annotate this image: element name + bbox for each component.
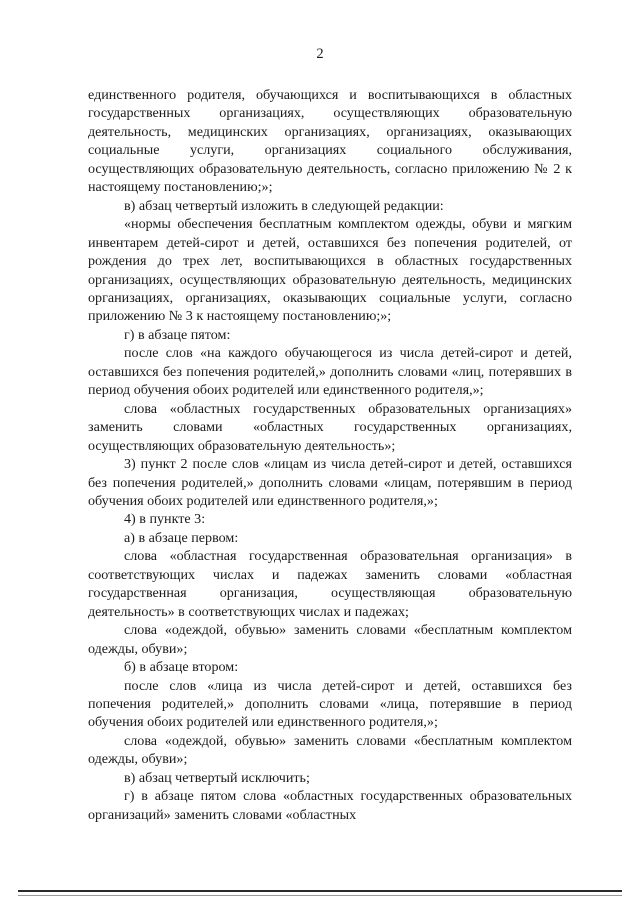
paragraph: 3) пункт 2 после слов «лицам из числа детей-сирот и детей, оставшихся без попечения родителей,» дополнить словами «лицам, потерявшим в период обучения обоих родителей или единственного родителя,»;: [88, 456, 572, 509]
paragraph: в) абзац четвертый изложить в следующей редакции:: [124, 197, 444, 214]
paragraph: слова «одеждой, обувью» заменить словами «бесплатным комплектом одежды, обуви»;: [88, 732, 572, 768]
paragraph: слова «областных государственных образовательных организациях» заменить словами «областных государственных организациях, осуществляющих образовательную деятельность»;: [88, 400, 572, 454]
page-bottom-rule-shadow: [18, 895, 622, 896]
paragraph: г) в абзаце пятом слова «областных государственных образовательных организаций» заменить словами «областных: [88, 788, 572, 823]
paragraph: г) в абзаце пятом:: [124, 326, 231, 343]
paragraph: после слов «на каждого обучающегося из числа детей-сирот и детей, оставшихся без попечения родителей,» дополнить словами «лиц, потерявших в период обучения обоих родителей или единственного родителя,»;: [88, 345, 572, 399]
paragraph: единственного родителя, обучающихся и воспитывающихся в областных государственных организациях, осуществляющих образовательную деятельность, медицинских организациях, организациях, оказывающих социальные услуги, организациях социального обслуживания, осуществляющих образовательную деятельность, согласно приложению № 2 к настоящему постановлению;»;: [88, 87, 572, 196]
paragraph: б) в абзаце втором:: [124, 659, 239, 676]
paragraph: слова «областная государственная образовательная организация» в соответствующих числах и падежах заменить словами «областная государственная организация, осуществляющая образовательную деятельность» в соответствующих числах и падежах;: [88, 548, 572, 620]
paragraph: а) в абзаце первом:: [124, 529, 239, 546]
paragraph: 4) в пункте 3:: [124, 511, 206, 528]
document-body: [88, 86, 572, 824]
page-number: 2: [316, 46, 324, 62]
paragraph: после слов «лица из числа детей-сирот и детей, оставшихся без попечения родителей,» дополнить словами «лица, потерявшие в период обучения обоих родителей или единственного родителя,»;: [88, 677, 572, 731]
paragraph: в) абзац четвертый исключить;: [124, 769, 310, 786]
paragraph: «нормы обеспечения бесплатным комплектом одежды, обуви и мягким инвентарем детей-сирот и детей, оставшихся без попечения родителей, от рождения до трех лет, воспитывающихся в областных государственных организациях, осуществляющих образовательную деятельность, медицинских организациях, организациях, оказывающих социальные услуги, согласно приложению № 3 к настоящему постановлению;»;: [88, 216, 572, 325]
page-bottom-rule: [18, 890, 622, 892]
paragraph: слова «одеждой, обувью» заменить словами «бесплатным комплектом одежды, обуви»;: [88, 622, 572, 657]
